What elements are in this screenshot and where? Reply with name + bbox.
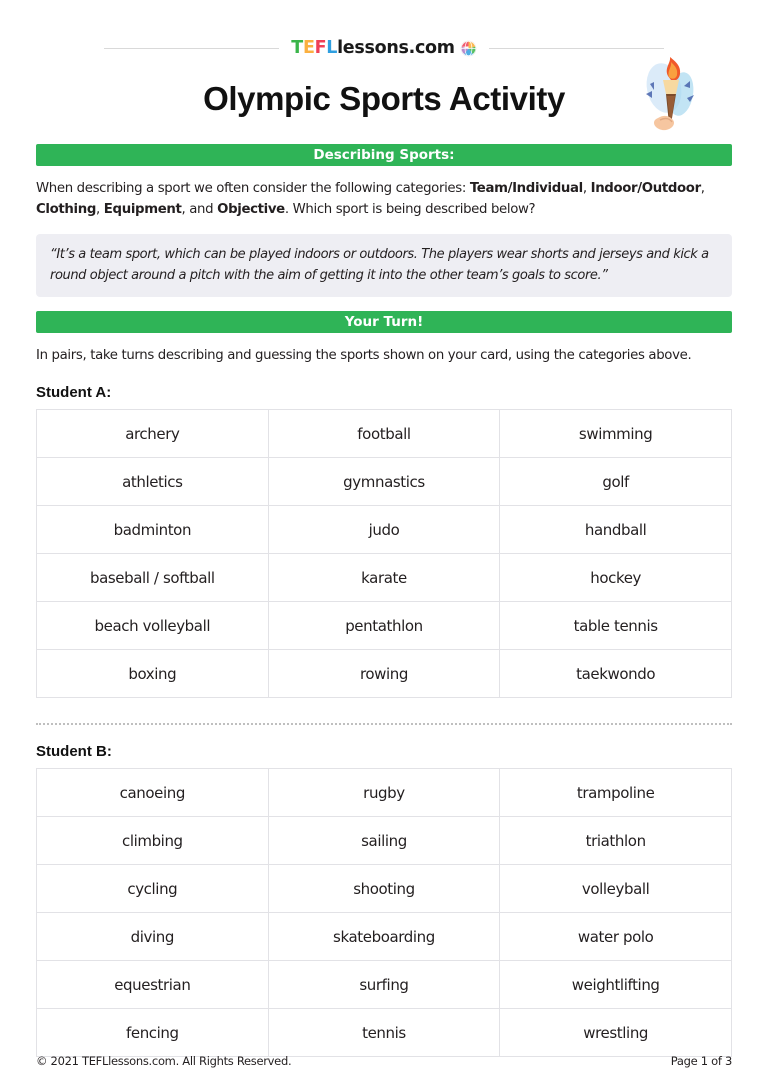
title-row <box>36 68 732 130</box>
logo-letter-t: T <box>291 38 303 58</box>
intro-sep-3: , <box>96 202 104 217</box>
page-footer <box>36 1054 732 1068</box>
sport-cell: diving <box>37 913 269 961</box>
your-turn-instruction: In pairs, take turns describing and guessing the sports shown on your card, using the categories above. <box>36 348 692 363</box>
header-rule-right <box>489 48 664 49</box>
logo-letter-e: E <box>302 38 315 58</box>
category-team-individual: Team/Individual <box>469 181 583 196</box>
sport-cell: gymnastics <box>268 458 500 506</box>
category-equipment: Equipment <box>103 202 182 217</box>
globe-icon <box>460 40 477 57</box>
student-b-table-body <box>37 769 732 1057</box>
sport-cell: football <box>268 410 500 458</box>
intro-sep-2: , <box>700 181 705 196</box>
sport-cell: pentathlon <box>268 602 500 650</box>
sport-cell: handball <box>500 506 732 554</box>
sport-cell: fencing <box>37 1009 269 1057</box>
student-b-label: Student B: <box>36 743 112 760</box>
table-row <box>37 602 732 650</box>
sport-cell: badminton <box>37 506 269 554</box>
your-turn-banner: Your Turn! <box>36 311 732 333</box>
sport-cell: tennis <box>268 1009 500 1057</box>
table-row <box>37 650 732 698</box>
sport-cell: judo <box>268 506 500 554</box>
header-rule-left <box>104 48 279 49</box>
table-row <box>37 913 732 961</box>
intro-sep-4: , and <box>181 202 218 217</box>
sport-cell: table tennis <box>500 602 732 650</box>
category-indoor-outdoor: Indoor/Outdoor <box>590 181 701 196</box>
logo-letter-l: L <box>326 38 338 58</box>
sport-cell: baseball / softball <box>37 554 269 602</box>
brand-header <box>36 0 732 60</box>
sport-cell: trampoline <box>500 769 732 817</box>
copyright-text: © 2021 TEFLlessons.com. All Rights Reserved. <box>36 1054 292 1068</box>
student-a-table-body <box>37 410 732 698</box>
sport-cell: taekwondo <box>500 650 732 698</box>
page-number: Page 1 of 3 <box>670 1054 732 1068</box>
sport-cell: volleyball <box>500 865 732 913</box>
sport-cell: athletics <box>37 458 269 506</box>
sport-cell: canoeing <box>37 769 269 817</box>
describing-sports-banner: Describing Sports: <box>36 144 732 166</box>
sport-cell: beach volleyball <box>37 602 269 650</box>
sport-cell: triathlon <box>500 817 732 865</box>
table-row <box>37 554 732 602</box>
table-row <box>37 1009 732 1057</box>
student-a-label: Student A: <box>36 384 112 401</box>
sport-cell: cycling <box>37 865 269 913</box>
page-title: Olympic Sports Activity <box>203 80 565 117</box>
sport-cell: skateboarding <box>268 913 500 961</box>
table-row <box>37 410 732 458</box>
intro-text-part2: . Which sport is being described below? <box>284 202 536 217</box>
sport-cell: water polo <box>500 913 732 961</box>
sport-cell: sailing <box>268 817 500 865</box>
sport-cell: weightlifting <box>500 961 732 1009</box>
logo-wordmark <box>291 38 454 58</box>
table-row <box>37 961 732 1009</box>
intro-text-part1: When describing a sport we often consider the following categories: <box>36 181 470 196</box>
sport-cell: surfing <box>268 961 500 1009</box>
student-b-sports-table <box>36 768 732 1057</box>
sport-cell: karate <box>268 554 500 602</box>
intro-sep-1: , <box>582 181 591 196</box>
sport-cell: hockey <box>500 554 732 602</box>
sport-cell: boxing <box>37 650 269 698</box>
section-divider <box>36 723 732 725</box>
table-row <box>37 865 732 913</box>
category-clothing: Clothing <box>36 202 97 217</box>
sport-cell: shooting <box>268 865 500 913</box>
example-description-quote: “It’s a team sport, which can be played indoors or outdoors. The players wear shorts and jerseys and kick a round object around a pitch with the aim of getting it into the other team’s goals to score.” <box>36 234 732 297</box>
sport-cell: rowing <box>268 650 500 698</box>
student-a-sports-table <box>36 409 732 698</box>
sport-cell: swimming <box>500 410 732 458</box>
category-objective: Objective <box>217 202 285 217</box>
table-row <box>37 506 732 554</box>
sport-cell: archery <box>37 410 269 458</box>
table-row <box>37 817 732 865</box>
sport-cell: climbing <box>37 817 269 865</box>
logo-domain-text: lessons.com <box>337 38 455 58</box>
tefllessons-logo <box>291 38 476 58</box>
table-row <box>37 458 732 506</box>
table-row <box>37 769 732 817</box>
sport-cell: golf <box>500 458 732 506</box>
sport-cell: wrestling <box>500 1009 732 1057</box>
describing-intro-paragraph <box>36 178 732 220</box>
sport-cell: rugby <box>268 769 500 817</box>
logo-letter-f: F <box>314 38 327 58</box>
sport-cell: equestrian <box>37 961 269 1009</box>
